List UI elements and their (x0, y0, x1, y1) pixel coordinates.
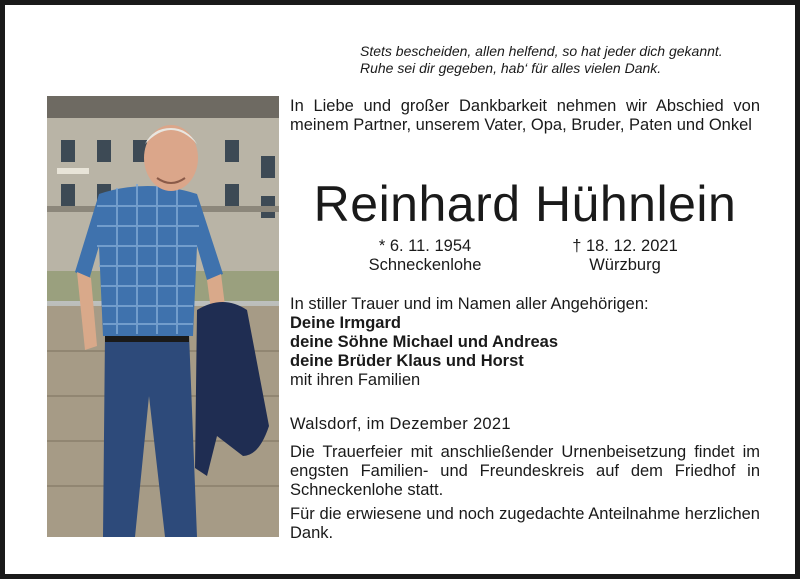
birth-info (355, 237, 495, 275)
funeral-info: Die Trauerfeier mit anschließender Urnenbeisetzung findet im engsten Familien- und Freundeskreis auf dem Friedhof in Schneckenlohe statt. (290, 443, 760, 499)
mourner-line-2: deine Söhne Michael und Andreas (290, 333, 559, 351)
deceased-name: Reinhard Hühnlein (313, 176, 737, 232)
life-dates (290, 237, 760, 277)
mourners-intro: In stiller Trauer und im Namen aller Angehörigen: (290, 295, 649, 313)
motto-line-2: Ruhe sei dir gegeben, hab‘ für alles vielen Dank. (360, 60, 662, 76)
motto-line-1: Stets bescheiden, allen helfend, so hat jeder dich gekannt. (360, 43, 723, 59)
motto-verse (360, 43, 780, 77)
place-date: Walsdorf, im Dezember 2021 (290, 415, 511, 433)
birth-place: Schneckenlohe (368, 256, 482, 274)
thanks-note: Für die erwiesene und noch zugedachte Anteilnahme herzlichen Dank. (290, 505, 760, 542)
mourner-line-4: mit ihren Familien (290, 371, 421, 389)
death-place: Würzburg (589, 256, 661, 274)
mourners-block (290, 295, 760, 390)
mourner-line-3: deine Brüder Klaus und Horst (290, 352, 524, 370)
death-info (560, 237, 690, 275)
portrait-photo (47, 96, 279, 537)
mourner-line-1: Deine Irmgard (290, 314, 401, 332)
birth-date: * 6. 11. 1954 (378, 237, 472, 255)
intro-text: In Liebe und großer Dankbarkeit nehmen wir Abschied von meinem Partner, unserem Vater, Opa, Bruder, Paten und Onkel (290, 97, 760, 134)
death-date: † 18. 12. 2021 (572, 237, 678, 255)
